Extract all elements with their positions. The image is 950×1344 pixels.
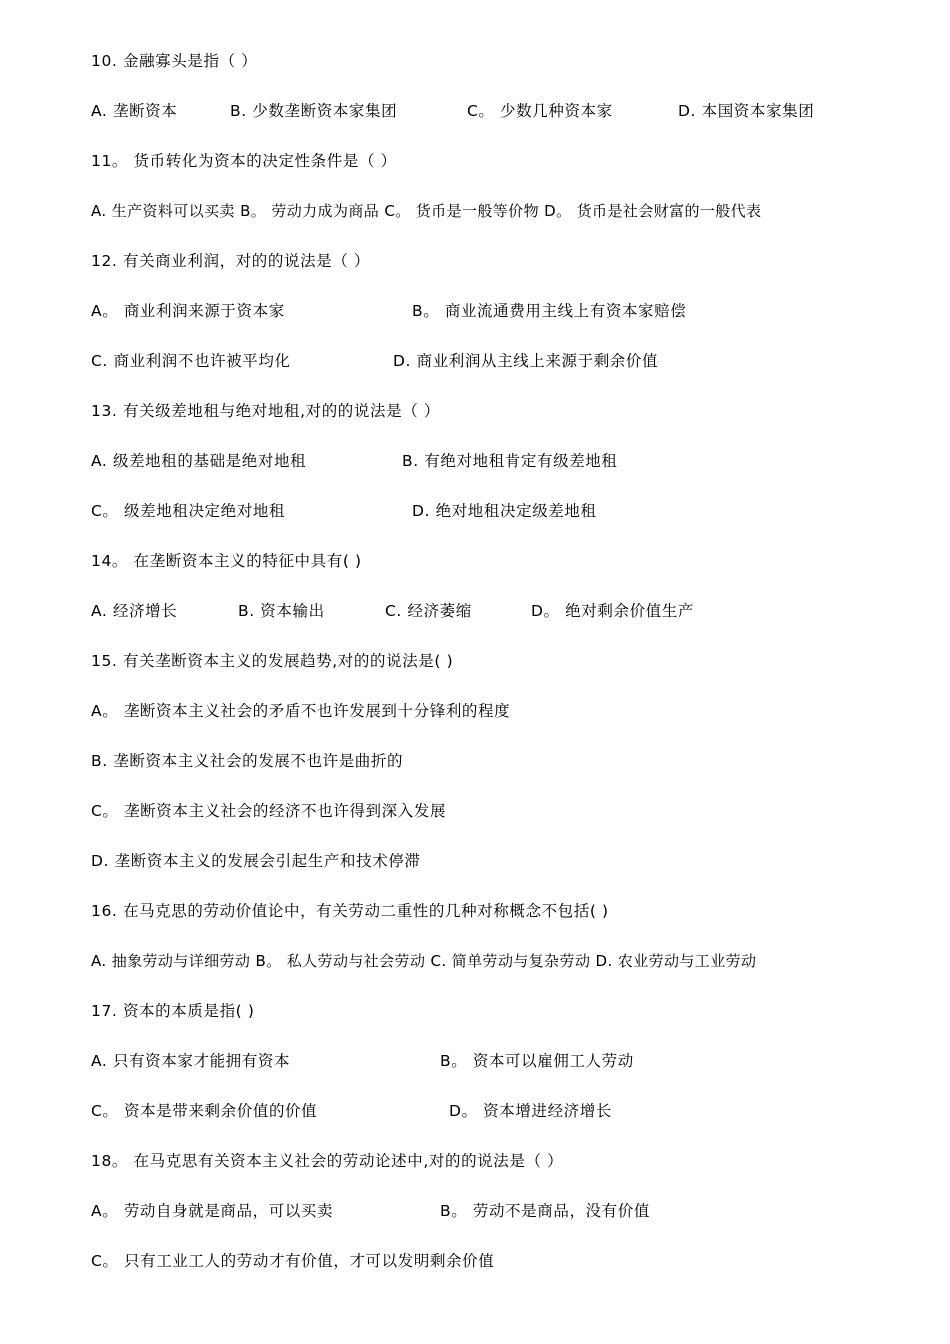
- question-14-option-b: B. 资本输出: [238, 602, 325, 620]
- question-16-stem: 16. 在马克思的劳动价值论中，有关劳动二重性的几种对称概念不包括( ): [91, 902, 609, 920]
- question-14-option-a: A. 经济增长: [91, 602, 178, 620]
- question-15-option-c: C。 垄断资本主义社会的经济不也许得到深入发展: [91, 802, 447, 820]
- question-15-option-d: D. 垄断资本主义的发展会引起生产和技术停滞: [91, 852, 421, 870]
- question-18-options-ab: [91, 1198, 891, 1224]
- question-10-option-b: B. 少数垄断资本家集团: [230, 102, 398, 120]
- question-12-options-ab: [91, 298, 891, 324]
- question-10-option-c: C。 少数几种资本家: [467, 102, 613, 120]
- question-10-option-d: D. 本国资本家集团: [678, 102, 815, 120]
- question-15-option-b: B. 垄断资本主义社会的发展不也许是曲折的: [91, 752, 404, 770]
- question-17-option-b: B。 资本可以雇佣工人劳动: [440, 1052, 634, 1070]
- question-14-option-d: D。 绝对剩余价值生产: [531, 602, 694, 620]
- question-17-option-c: C。 资本是带来剩余价值的价值: [91, 1102, 318, 1120]
- question-13-stem: 13. 有关级差地租与绝对地租,对的的说法是（ ）: [91, 402, 440, 420]
- question-13-option-b: B. 有绝对地租肯定有级差地租: [402, 452, 618, 470]
- question-13-option-d: D. 绝对地租决定级差地租: [412, 502, 597, 520]
- question-14-stem: 14。 在垄断资本主义的特征中具有( ): [91, 552, 362, 570]
- question-10-stem: 10. 金融寡头是指（ ）: [91, 52, 258, 70]
- question-11-options: A. 生产资料可以买卖 B。 劳动力成为商品 C。 货币是一般等价物 D。 货币是社会财富的一般代表: [91, 202, 762, 220]
- question-18-option-b: B。 劳动不是商品，没有价值: [440, 1202, 650, 1220]
- question-13-options-ab: [91, 448, 891, 474]
- question-15-stem: 15. 有关垄断资本主义的发展趋势,对的的说法是( ): [91, 652, 454, 670]
- question-13-option-c: C。 级差地租决定绝对地租: [91, 502, 286, 520]
- question-12-option-d: D. 商业利润从主线上来源于剩余价值: [393, 352, 659, 370]
- question-14-option-c: C. 经济萎缩: [385, 602, 472, 620]
- question-12-stem: 12. 有关商业利润，对的的说法是（ ）: [91, 252, 371, 270]
- question-12-options-cd: [91, 348, 891, 374]
- question-10-options: [91, 98, 891, 124]
- question-12-option-a: A。 商业利润来源于资本家: [91, 302, 285, 320]
- question-13-option-a: A. 级差地租的基础是绝对地租: [91, 452, 307, 470]
- question-13-options-cd: [91, 498, 891, 524]
- question-17-stem: 17. 资本的本质是指( ): [91, 1002, 255, 1020]
- question-16-options: A. 抽象劳动与详细劳动 B。 私人劳动与社会劳动 C. 简单劳动与复杂劳动 D. 农业劳动与工业劳动: [91, 952, 757, 970]
- question-12-option-b: B。 商业流通费用主线上有资本家赔偿: [412, 302, 687, 320]
- question-10-option-a: A. 垄断资本: [91, 102, 178, 120]
- question-11-stem: 11。 货币转化为资本的决定性条件是（ ）: [91, 152, 397, 170]
- question-17-option-a: A. 只有资本家才能拥有资本: [91, 1052, 291, 1070]
- question-17-options-cd: [91, 1098, 891, 1124]
- question-18-option-c: C。 只有工业工人的劳动才有价值，才可以发明剩余价值: [91, 1252, 495, 1270]
- question-18-stem: 18。 在马克思有关资本主义社会的劳动论述中,对的的说法是（ ）: [91, 1152, 564, 1170]
- question-17-options-ab: [91, 1048, 891, 1074]
- question-15-option-a: A。 垄断资本主义社会的矛盾不也许发展到十分锋利的程度: [91, 702, 511, 720]
- question-18-option-a: A。 劳动自身就是商品，可以买卖: [91, 1202, 334, 1220]
- question-17-option-d: D。 资本增进经济增长: [449, 1102, 612, 1120]
- question-14-options: [91, 598, 891, 624]
- question-12-option-c: C. 商业利润不也许被平均化: [91, 352, 291, 370]
